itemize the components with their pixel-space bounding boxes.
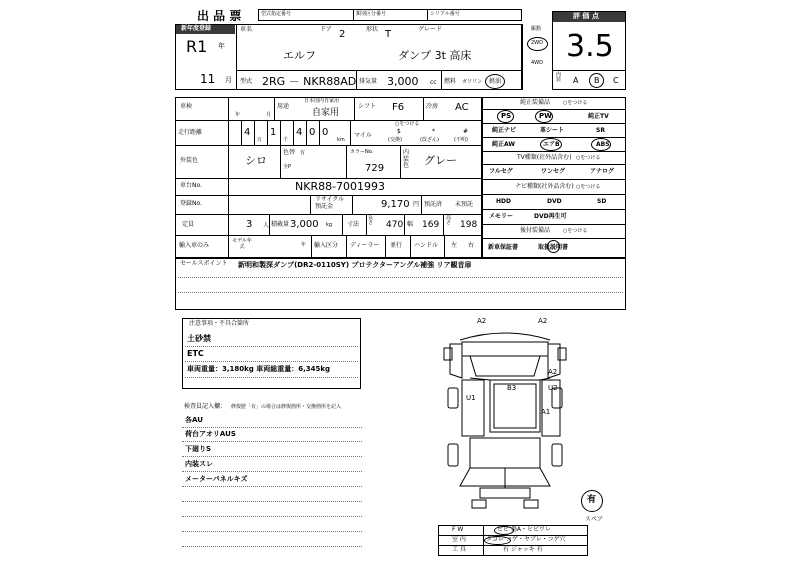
man-unit: 万 (257, 137, 263, 143)
import-label: 輸入車のみ (179, 242, 210, 249)
displacement-unit: cc (430, 79, 437, 86)
tv-oneseg: ワンセグ (541, 168, 566, 175)
mile-opt-3-desc: (不明) (454, 137, 468, 143)
interior-grade-c: C (613, 76, 619, 85)
note-item-1: 土砂禁 (187, 334, 211, 343)
grade-label: グレード (418, 26, 443, 33)
year-era: R1 (186, 37, 208, 56)
displacement-label: 排気量 (359, 78, 378, 85)
mile-opt-1-desc: (交換) (388, 137, 402, 143)
color-change-opt-1: 有 (300, 150, 306, 156)
shape-value: T (385, 29, 392, 40)
mile-opt-1: $ (397, 128, 401, 135)
first-reg-month: 11 (200, 72, 216, 86)
navi-dvd: DVD (547, 198, 562, 205)
car-name-label: 車名 (240, 26, 253, 33)
designation-label: 型式指定番号 (261, 11, 292, 17)
model-value: 2RG － NKR88AD (262, 75, 357, 88)
diagram-label-u2: U2 (548, 384, 558, 392)
inspection-item-3: 下廻りS (185, 445, 212, 453)
color-change-opt-2: 全P (283, 164, 292, 170)
interior-label: 室 内 (452, 536, 466, 543)
header-small-row (258, 9, 522, 21)
mileage-label: 走行距離 (178, 129, 203, 136)
inspection-note: 修復歴「有」の場合は修復箇所・交換箇所を記入 (231, 404, 342, 410)
first-reg-label: 新年度登録 (181, 25, 212, 32)
import-class-label: 輸入区分 (314, 242, 339, 249)
history-month-unit: 月 (266, 112, 272, 118)
mileage-circle-note: ○をつける (395, 121, 420, 127)
reg-no-label: 登録No. (180, 200, 202, 207)
fw-label: F W (452, 526, 464, 533)
displacement-value: 3,000 (387, 75, 419, 88)
recycle-deposited: 預託済 (424, 201, 443, 208)
interior-grade-b: B (594, 76, 600, 85)
mile-opt-2-desc: (改ざん) (420, 137, 439, 143)
width-label: 幅 (407, 221, 414, 228)
chassis-no: NKR88-7001993 (295, 180, 386, 193)
recycle-unit: 円 (413, 201, 420, 208)
diagram-label-a2-side: A2 (548, 368, 558, 376)
ac-label: 冷房 (426, 103, 439, 110)
tv-fullseg: フルセグ (489, 168, 513, 175)
navi-dvd-play: DVD再生可 (534, 213, 567, 220)
origin-small: 日本国内自家用 (304, 98, 340, 104)
mile-opt-2: * (432, 128, 435, 135)
truck-diagram (430, 318, 580, 518)
equip-airbag: エアB (543, 141, 560, 148)
recycle-label: リサイクル預託金 (315, 196, 345, 210)
color-no: 729 (365, 163, 385, 174)
model-label: 型式 (240, 78, 253, 85)
equip-abs: ABS (596, 141, 610, 148)
notes-box (182, 318, 361, 389)
mileage-digit-4: 0 (309, 127, 316, 138)
door-value: 2 (339, 29, 346, 40)
recycle-not-deposited: 未預託 (455, 201, 474, 208)
after-circle-note: ○をつける (563, 228, 588, 234)
parallel-label: 並行 (390, 242, 403, 249)
use-label: 用途 (277, 103, 290, 110)
km-unit: km (337, 137, 345, 143)
inspection-item-5: メーターパネルキズ (185, 475, 248, 483)
mileage-digit-1: 4 (244, 127, 251, 138)
tv-analog: アナログ (590, 168, 615, 175)
navi-type-label: ナビ種類(社外品含む) (515, 183, 574, 190)
score-value: 3.5 (566, 29, 614, 64)
recycle-value: 9,170 (381, 199, 410, 210)
mileage-digit-2: 1 (270, 127, 277, 138)
serial-label: シリアル番号 (430, 11, 460, 17)
height-label: 高さ (446, 215, 452, 226)
mileage-digit-5: 0 (322, 127, 329, 138)
equip-sr: SR (596, 127, 605, 134)
equip-aw: 純正AW (492, 141, 515, 148)
handle-right: 右 (468, 242, 475, 249)
sales-point-label: セールスポイント (180, 260, 228, 267)
after-equipment-label: 後付装備品 (520, 227, 551, 234)
month-suffix: 月 (225, 76, 232, 84)
fuel-diesel: 軽油 (489, 78, 502, 85)
spare-value: 有 (587, 495, 597, 505)
equip-navi: 純正ナビ (492, 127, 517, 134)
door-label: ドア (320, 26, 332, 33)
load-unit: kg (326, 222, 333, 228)
capacity-unit: 人 (263, 222, 270, 229)
grade-value: ダンプ 3t 高床 (398, 49, 472, 62)
equip-leather: 革シート (540, 127, 565, 134)
model-year-label: モデル年式 (232, 238, 252, 250)
chassis-label: 車台No. (180, 182, 202, 189)
interior-grade-label: 内装 (556, 72, 562, 83)
spare-label: スペア (585, 516, 604, 523)
std-circle-note: ○をつける (563, 100, 588, 106)
length-value: 470 (386, 220, 404, 230)
interior-grade-b-circle (589, 73, 604, 88)
drive-label: 駆動 (531, 26, 542, 32)
navi-hdd: HDD (496, 198, 511, 205)
capacity-label: 定員 (182, 221, 195, 228)
sales-point-text: 新明和製深ダンプ(DR2-0110SY) プロテクターアングル補強 リア観音扉 (238, 261, 472, 269)
diagram-label-a2-right: A2 (538, 317, 548, 325)
diagram-label-b3: B3 (507, 384, 517, 392)
exterior-color: シロ (245, 154, 267, 167)
year-suffix: 年 (218, 42, 225, 50)
inspection-item-1: 各AU (185, 416, 203, 424)
inspection-item-2: 荷台アオリAUS (185, 430, 236, 438)
shift-label: シフト (358, 103, 377, 110)
note-item-3: 車両重量：3,180kg 車両総重量：6,345kg (187, 365, 331, 373)
drive-4wd: 4WD (531, 60, 543, 66)
navi-sd: SD (597, 198, 607, 205)
inspection-label: 検査員記入欄： (184, 403, 227, 410)
ac-value: AC (455, 102, 469, 113)
shape-label: 形状 (366, 26, 379, 33)
width-value: 169 (422, 220, 440, 230)
dealer-label: ディーラー (350, 242, 380, 249)
equip-tv: 純正TV (588, 113, 609, 120)
diagram-label-a1: A1 (541, 408, 551, 416)
mile-label: マイル (354, 132, 372, 139)
inspection-item-4: 内装スレ (185, 460, 213, 468)
fuel-label: 燃料 (444, 78, 457, 85)
mileage-digit-3: 4 (296, 127, 303, 138)
std-equipment-label: 純正装備品 (520, 99, 551, 106)
load-label: 積載量 (271, 221, 290, 228)
class-no-label: 類別区分番号 (356, 11, 387, 17)
note-item-2: ETC (187, 349, 204, 358)
history-year-unit: 年 (235, 112, 241, 118)
diagram-label-a2-left: A2 (477, 317, 487, 325)
mile-opt-3: # (463, 128, 469, 135)
after-warranty: 新車保証書 (488, 244, 519, 251)
use-value: 自家用 (312, 108, 340, 118)
fw-text: ヒビ 傷A・ヒビワレ (497, 526, 552, 533)
height-value: 198 (460, 220, 478, 230)
interior-text: タゴレ コゲ・ヤブレ・コゲ穴 (486, 536, 566, 543)
score-label: 評 価 点 (573, 12, 599, 20)
handle-label: ハンドル (414, 242, 439, 249)
car-name: エルフ (283, 49, 316, 62)
interior-color-label: 内装色 (403, 149, 410, 170)
load-value: 3,000 (290, 219, 319, 230)
interior-grade-a: A (573, 76, 579, 85)
diagram-label-u1: U1 (466, 394, 476, 402)
tv-circle-note: ○をつける (576, 155, 601, 161)
model-year-unit: 年 (301, 242, 307, 248)
navi-circle-note: ○をつける (576, 184, 601, 190)
equip-pw: PW (539, 112, 552, 120)
tv-type-label: TV種類(社外品含む) (517, 154, 572, 161)
equip-ps: PS (501, 112, 512, 120)
sen-unit: 千 (283, 137, 289, 143)
color-change-label: 色替 (283, 149, 296, 156)
fuel-gasoline: ガソリン (462, 79, 483, 85)
tools-text: 有 ジャッキ 有 (503, 546, 543, 553)
capacity-value: 3 (246, 219, 253, 230)
navi-memory: メモリー (489, 213, 514, 220)
length-label: 長さ (368, 215, 374, 226)
exterior-color-label: 外装色 (180, 157, 199, 164)
interior-color: グレー (424, 154, 457, 167)
history-label: 車検 (180, 103, 193, 110)
tools-label: 工 具 (452, 546, 466, 553)
after-manual: 取扱説明書 (538, 244, 569, 251)
form-title: 出 品 票 (197, 9, 242, 23)
shift-value: F6 (392, 102, 405, 113)
color-no-label: カラーNo. (350, 149, 374, 155)
dims-label: 寸法 (347, 221, 360, 228)
fuel-diesel-circle (485, 74, 505, 89)
notes-label: 注意事項・不具合箇所 (189, 320, 250, 327)
drive-2wd: 2WD (531, 40, 543, 46)
handle-left: 左 (451, 242, 458, 249)
